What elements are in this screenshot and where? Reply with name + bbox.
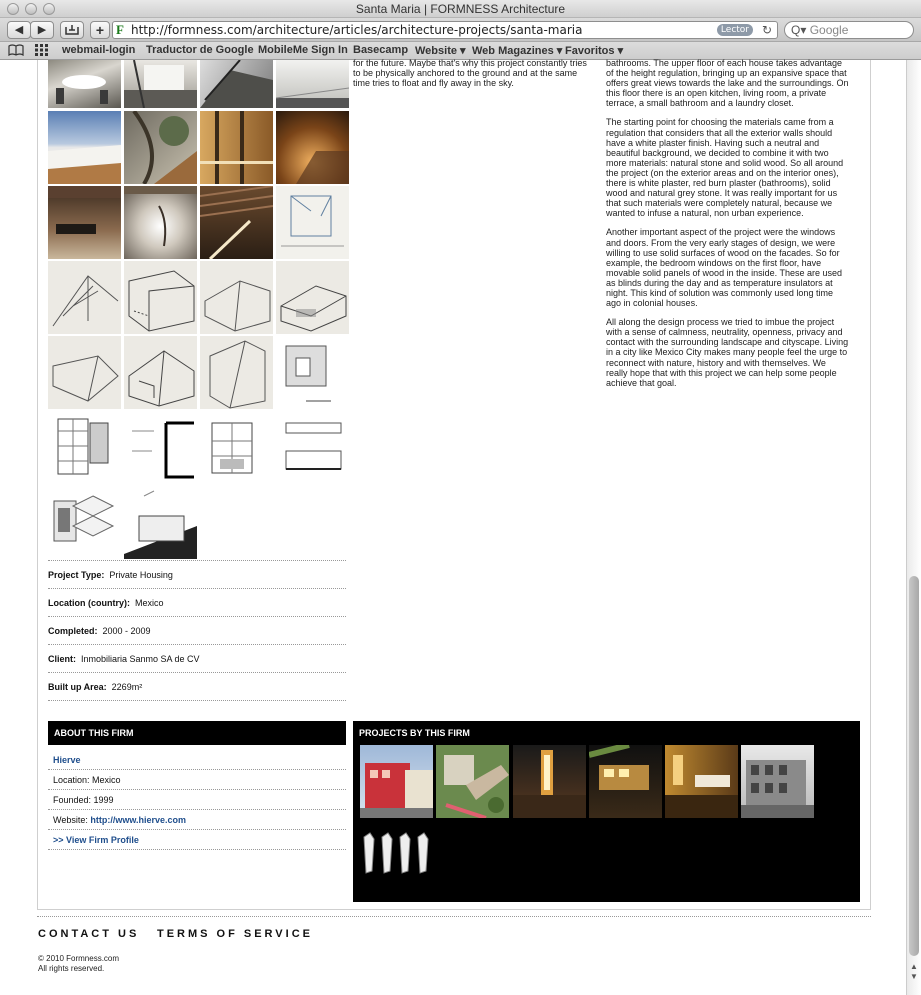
bookmark-mobileme[interactable]: MobileMe Sign In: [258, 44, 348, 56]
copyright-line-2: All rights reserved.: [38, 964, 105, 973]
article-paragraph: Another important aspect of the project were the windows and doors. From the very early stages of design, we were willing to use solid surfaces of wood on the facades. So for example, the bedroom windows on the first floor, have movable solid panels of wood in the inside. These are used as blinds during the day and as temperature insulators at night. This kind of solution was commonly used long time ago in colonial houses.: [606, 227, 842, 309]
firm-name-row: [48, 750, 346, 770]
back-arrow-icon: ◀: [14, 24, 24, 36]
reader-button[interactable]: Lector: [717, 24, 753, 36]
forward-arrow-icon: ▶: [37, 24, 47, 36]
search-placeholder: Google: [809, 23, 849, 37]
view-firm-profile-link[interactable]: >> View Firm Profile: [53, 835, 139, 845]
url-text: http://formness.com/architecture/articles/architecture-projects/santa-maria: [131, 23, 583, 37]
zoom-window-button[interactable]: [43, 3, 55, 15]
plus-icon: +: [95, 22, 105, 38]
address-bar[interactable]: [112, 21, 778, 39]
gallery-sketch[interactable]: [124, 261, 197, 334]
search-field[interactable]: [784, 21, 914, 39]
about-firm-heading: ABOUT THIS FIRM: [48, 721, 346, 745]
window-title-bar: [0, 0, 921, 18]
scrollbar-thumb[interactable]: [909, 576, 919, 956]
gallery-plan[interactable]: [276, 336, 349, 409]
top-sites-grid-icon[interactable]: [35, 44, 48, 59]
project-thumbnail[interactable]: [436, 745, 509, 818]
gallery-photo[interactable]: [276, 111, 349, 184]
firm-website-row: [48, 810, 346, 830]
article-text-left: [353, 58, 593, 97]
spec-label: Client:: [48, 654, 76, 664]
window-title: Santa Maria | FORMNESS Architecture: [355, 2, 566, 16]
close-window-button[interactable]: [7, 3, 19, 15]
project-thumbnail[interactable]: [360, 825, 433, 898]
spec-project-type: [48, 561, 346, 589]
about-firm-panel: [48, 721, 346, 850]
article-paragraph: bathrooms. The upper floor of each house takes advantage of the height regulation, bringing up an expansive space that offers great views towards the lake and the surroundings. On this floor there is an open kitchen, living room, a private terrace, a small bathroom and a laundry closet.: [606, 58, 849, 109]
gallery-plan[interactable]: [200, 411, 273, 484]
firm-name-link[interactable]: Hierve: [53, 755, 81, 765]
project-thumbnail[interactable]: [665, 745, 738, 818]
spec-value: Private Housing: [109, 570, 173, 580]
gallery-sketch[interactable]: [200, 336, 273, 409]
tray-icon: [65, 24, 79, 36]
copyright-line-1: © 2010 Formness.com: [38, 954, 120, 963]
gallery-plan[interactable]: [48, 411, 121, 484]
footer-divider: [37, 916, 871, 917]
bookmark-webmail-login[interactable]: webmail-login: [62, 44, 136, 56]
projects-heading: PROJECTS BY THIS FIRM: [359, 728, 470, 738]
reload-icon[interactable]: ↻: [761, 23, 772, 37]
gallery-photo[interactable]: [124, 111, 197, 184]
gallery-sketch[interactable]: [48, 336, 121, 409]
firm-profile-row: [48, 830, 346, 850]
spec-divider-top: [48, 533, 346, 561]
bookmark-web-magazines-menu[interactable]: Web Magazines ▾: [472, 45, 563, 57]
article-text-right: [606, 58, 849, 397]
gallery-photo[interactable]: [200, 60, 273, 108]
firm-founded: Founded: 1999: [48, 790, 346, 810]
search-icon: Q▾: [791, 23, 807, 37]
project-thumbnail[interactable]: [360, 745, 433, 818]
article-paragraph: for the future. Maybe that's why this project constantly tries to be physically anchored to the ground and at the same time tries to float and fly away in the sky.: [353, 58, 587, 89]
project-thumbnail[interactable]: [589, 745, 662, 818]
add-bookmark-button[interactable]: [90, 21, 110, 39]
back-button[interactable]: [7, 21, 31, 39]
project-thumbnail[interactable]: [513, 745, 586, 818]
gallery-plan[interactable]: [124, 411, 197, 484]
spec-built-area: [48, 673, 346, 701]
gallery-sketch[interactable]: [276, 261, 349, 334]
projects-by-firm-panel: [353, 721, 860, 902]
contact-us-link[interactable]: CONTACT US: [38, 928, 140, 940]
gallery-photo[interactable]: [200, 111, 273, 184]
show-all-bookmarks-button[interactable]: [60, 21, 84, 39]
site-favicon-icon: F: [116, 22, 124, 37]
gallery-sketch[interactable]: [124, 336, 197, 409]
firm-website-link[interactable]: http://www.hierve.com: [90, 815, 187, 825]
forward-button[interactable]: [30, 21, 54, 39]
spec-completed: [48, 617, 346, 645]
bookmark-website-menu[interactable]: Website ▾: [415, 45, 466, 57]
spec-label: Completed:: [48, 626, 98, 636]
spec-label: Built up Area:: [48, 682, 107, 692]
article-paragraph: The starting point for choosing the materials came from a regulation that considers that all the exterior walls should have a white plaster finish. Having such a neutral and beautiful background, we decided to combine it with two more materials: natural stone and solid wood. So all around the project (on the exterior areas and on the interior ones), there is white plaster, red burn plaster (bathrooms), solid wood and natural grey stone. It was really important for us that such materials were completely natural, because we wanted to infuse a natural, non urban experience.: [606, 117, 844, 219]
spec-label: Location (country):: [48, 598, 130, 608]
scroll-down-arrow-icon[interactable]: ▼: [910, 972, 918, 981]
gallery-sketch[interactable]: [276, 186, 349, 259]
gallery-photo[interactable]: [200, 186, 273, 259]
gallery-photo[interactable]: [48, 186, 121, 259]
bookmark-favoritos-menu[interactable]: Favoritos ▾: [565, 45, 624, 57]
gallery-photo[interactable]: [124, 60, 197, 108]
minimize-window-button[interactable]: [25, 3, 37, 15]
spec-client: [48, 645, 346, 673]
gallery-section[interactable]: [276, 411, 349, 484]
firm-location: Location: Mexico: [48, 770, 346, 790]
article-paragraph: All along the design process we tried to imbue the project with a sense of calmness, neutrality, openness, privacy and contact with the surrounding landscape and cityscape. Living in a city like Mexico City makes many people feel the urge to reconnect with nature, history and with themselves. We really hope that with this project we can help some people achieve that goal.: [606, 317, 849, 388]
gallery-photo[interactable]: [48, 111, 121, 184]
gallery-photo[interactable]: [124, 186, 197, 259]
copyright: [38, 954, 119, 974]
spec-location: [48, 589, 346, 617]
scroll-up-arrow-icon[interactable]: ▲: [910, 962, 918, 971]
reading-list-icon[interactable]: [8, 44, 24, 59]
spec-label: Project Type:: [48, 570, 105, 580]
browser-toolbar: [0, 18, 921, 42]
gallery-photo[interactable]: [276, 60, 349, 108]
terms-of-service-link[interactable]: TERMS OF SERVICE: [157, 928, 313, 940]
spec-value: Mexico: [135, 598, 164, 608]
firm-website-label: Website:: [53, 815, 88, 825]
project-thumbnail[interactable]: [741, 745, 814, 818]
spec-value: Inmobiliaria Sanmo SA de CV: [81, 654, 200, 664]
bookmark-basecamp[interactable]: Basecamp: [353, 44, 409, 56]
spec-value: 2269m²: [111, 682, 143, 692]
gallery-sketch[interactable]: [200, 261, 273, 334]
gallery-sketch[interactable]: [48, 261, 121, 334]
spec-value: 2000 - 2009: [102, 626, 151, 636]
gallery-photo[interactable]: [48, 60, 121, 108]
bookmark-traductor[interactable]: Traductor de Google: [146, 44, 254, 56]
